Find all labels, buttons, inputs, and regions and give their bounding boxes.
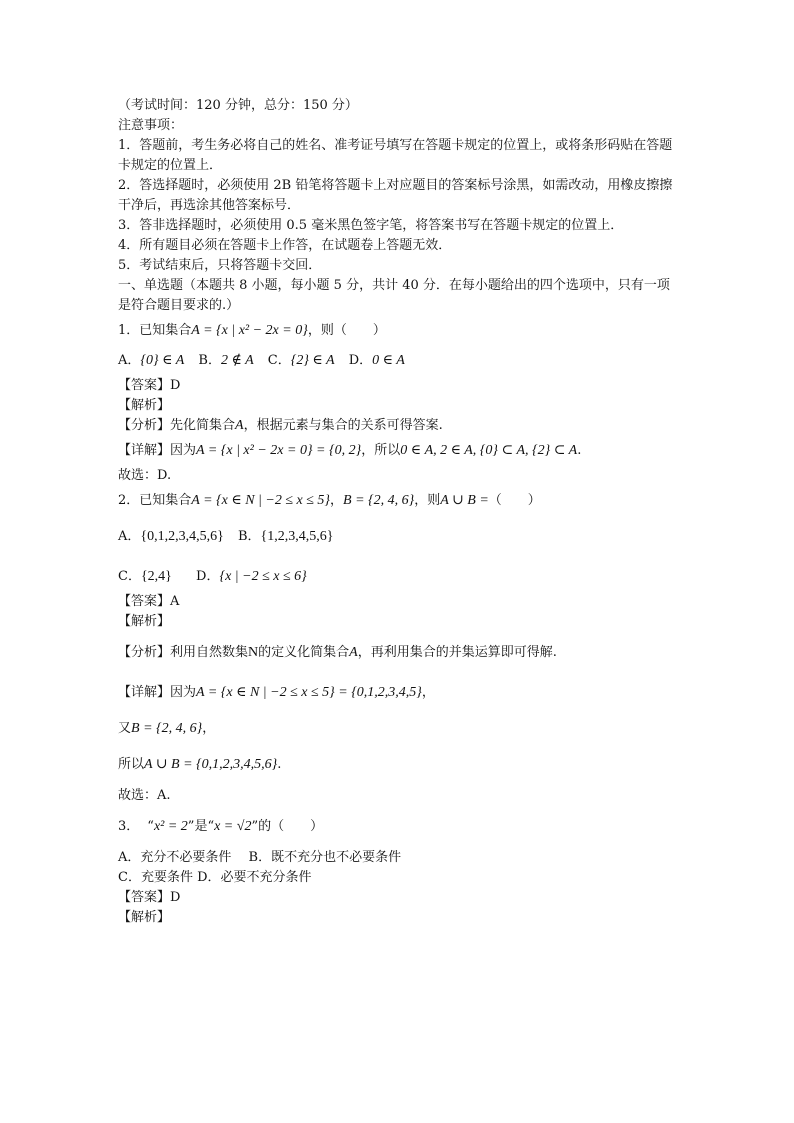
math-expression: A = {x | x² − 2x = 0} bbox=[191, 323, 308, 338]
option-label: A． bbox=[118, 353, 141, 368]
question-2-prefix: 2．已知集合 bbox=[118, 493, 192, 508]
option-label: D． bbox=[196, 569, 220, 584]
notice-item: 2．答选择题时，必须使用 2B 铅笔将答题卡上对应题目的答案标号涂黑，如需改动，用橡皮擦擦干净后，再选涂其他答案标号． bbox=[118, 178, 673, 213]
fenxi-text: 【分析】利用自然数集 bbox=[118, 645, 249, 660]
option-c bbox=[118, 562, 172, 592]
option-text: {0} ∈ A bbox=[140, 353, 185, 368]
analysis-detail-3 bbox=[118, 750, 678, 780]
question-3-suffix: ”的（ ） bbox=[251, 819, 324, 834]
exam-page bbox=[118, 96, 678, 928]
section-heading: 一、单选题（本题共 8 小题，每小题 5 分，共计 40 分．在每小题给出的四个选项中，只有一项是符合题目要求的.） bbox=[118, 278, 670, 313]
analysis-label: 【解析】 bbox=[118, 398, 171, 413]
math-expression: B = {2, 4, 6} bbox=[131, 721, 203, 736]
question-1-options bbox=[118, 346, 678, 376]
question-2-stem bbox=[118, 486, 678, 516]
option-d bbox=[196, 562, 307, 592]
option-a bbox=[118, 346, 184, 376]
option-label: A． bbox=[118, 529, 141, 544]
analysis-fenxi bbox=[118, 416, 678, 436]
option-label: B． bbox=[237, 529, 261, 544]
question-1-prefix: 1．已知集合 bbox=[118, 323, 192, 338]
option-text: {x | −2 ≤ x ≤ 6} bbox=[219, 569, 307, 584]
punctuation: ， bbox=[330, 493, 344, 508]
math-expression: N bbox=[248, 645, 259, 660]
notice-title: 注意事项： bbox=[118, 118, 184, 133]
math-expression: B = {2, 4, 6} bbox=[343, 493, 415, 508]
option-d bbox=[349, 346, 405, 376]
option-c bbox=[268, 346, 335, 376]
notice-item: 1．答题前，考生务必将自己的姓名、准考证号填写在答题卡规定的位置上，或将条形码贴在答题卡规定的位置上． bbox=[118, 138, 673, 173]
math-expression: A bbox=[349, 645, 358, 660]
exam-info: （考试时间：120 分钟，总分：150 分） bbox=[118, 98, 358, 113]
math-expression: x² = 2 bbox=[153, 819, 188, 834]
notice-item: 3．答非选择题时，必须使用 0.5 毫米黑色签字笔，将答案书写在答题卡规定的位置上． bbox=[118, 218, 624, 233]
notice-item: 4．所有题目必须在答题卡上作答，在试题卷上答题无效． bbox=[118, 238, 452, 253]
detail-text: 又 bbox=[118, 721, 132, 736]
option-label: B． bbox=[198, 353, 221, 368]
detail-text: . bbox=[577, 443, 582, 458]
analysis-fenxi bbox=[118, 638, 678, 668]
detail-text: . bbox=[277, 757, 282, 772]
analysis-detail bbox=[118, 436, 678, 466]
answer-label: 【答案】A bbox=[118, 594, 180, 609]
detail-text: 【详解】因为 bbox=[118, 443, 197, 458]
detail-text: ， bbox=[421, 685, 435, 700]
question-3-number: 3． bbox=[118, 819, 140, 834]
analysis-label: 【解析】 bbox=[118, 910, 171, 925]
fenxi-text: 的定义化简集合 bbox=[258, 645, 350, 660]
quote-mark: “ bbox=[147, 819, 154, 834]
choose-line: 故选：D. bbox=[118, 468, 172, 483]
detail-text: ， bbox=[202, 721, 216, 736]
fenxi-text: 【分析】先化简集合 bbox=[118, 418, 236, 433]
analysis-label: 【解析】 bbox=[118, 614, 171, 629]
fenxi-text: ，再利用集合的并集运算即可得解. bbox=[357, 645, 557, 660]
option-text: 0 ∈ A bbox=[372, 353, 405, 368]
fenxi-text: ，根据元素与集合的关系可得答案. bbox=[243, 418, 443, 433]
math-expression: A ∪ B = {0,1,2,3,4,5,6} bbox=[144, 757, 278, 772]
choose-line: 故选：A. bbox=[118, 788, 171, 803]
option-label: D． bbox=[348, 353, 373, 368]
answer-label: 【答案】D bbox=[118, 378, 181, 393]
question-1-stem bbox=[118, 316, 678, 346]
question-2-suffix: （ ） bbox=[488, 493, 541, 508]
option-text: {2} ∈ A bbox=[290, 353, 335, 368]
question-3-options-row1: A．充分不必要条件 B．既不充分也不必要条件 bbox=[118, 850, 402, 865]
notice-item: 5．考试结束后，只将答题卡交回． bbox=[118, 258, 322, 273]
option-text: {0,1,2,3,4,5,6} bbox=[140, 529, 224, 544]
math-expression: A = {x | x² − 2x = 0} = {0, 2} bbox=[196, 443, 362, 458]
question-2-options-row2 bbox=[118, 562, 678, 592]
option-label: C． bbox=[118, 569, 141, 584]
option-label: C． bbox=[267, 353, 291, 368]
option-a bbox=[118, 522, 224, 552]
detail-text: ，所以 bbox=[361, 443, 401, 458]
option-b bbox=[198, 346, 253, 376]
option-text: {2,4} bbox=[140, 569, 172, 584]
question-2-options-row1 bbox=[118, 522, 678, 552]
option-text: {1,2,3,4,5,6} bbox=[260, 529, 334, 544]
math-expression: A bbox=[235, 418, 244, 433]
question-3-mid: ”是“ bbox=[187, 819, 215, 834]
question-3-stem bbox=[118, 812, 678, 842]
question-3-options-row2: C．充要条件 D．必要不充分条件 bbox=[118, 870, 312, 885]
option-b bbox=[238, 522, 334, 552]
analysis-detail-2 bbox=[118, 714, 678, 744]
answer-label: 【答案】D bbox=[118, 890, 181, 905]
math-expression: A = {x ∈ N | −2 ≤ x ≤ 5} bbox=[191, 493, 331, 508]
detail-text: 【详解】因为 bbox=[118, 685, 197, 700]
detail-text: 所以 bbox=[118, 757, 145, 772]
analysis-detail-1 bbox=[118, 678, 678, 708]
question-1-suffix: ，则（ ） bbox=[307, 323, 386, 338]
math-expression: A ∪ B = bbox=[440, 493, 489, 508]
question-2-mid: ，则 bbox=[414, 493, 441, 508]
option-text: 2 ∉ A bbox=[220, 353, 254, 368]
math-expression: 0 ∈ A, 2 ∈ A, {0} ⊂ A, {2} ⊂ A bbox=[400, 443, 578, 458]
math-expression: x = √2 bbox=[214, 819, 252, 834]
math-expression: A = {x ∈ N | −2 ≤ x ≤ 5} = {0,1,2,3,4,5} bbox=[196, 685, 422, 700]
